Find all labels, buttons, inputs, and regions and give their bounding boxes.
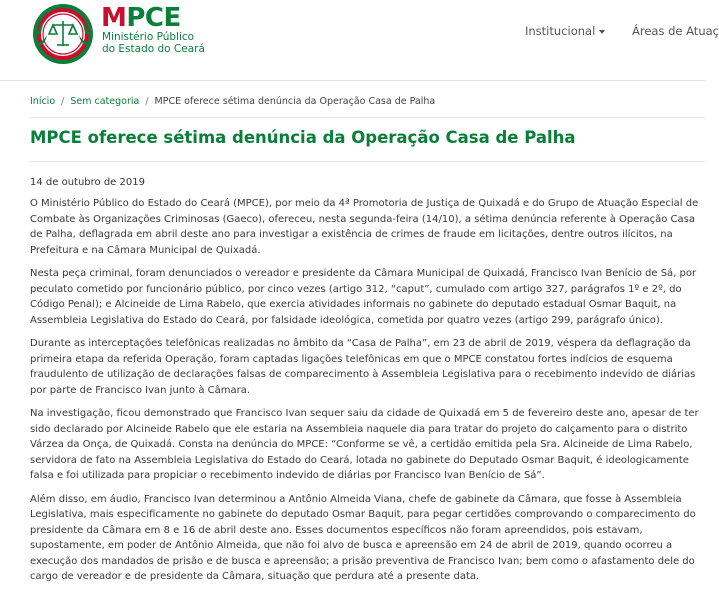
- nav-institucional-label: Institucional: [525, 24, 596, 38]
- nav-areas-de-atuacao[interactable]: Áreas de Atuaç: [632, 24, 719, 38]
- divider: [30, 161, 705, 162]
- article-paragraph: Na investigação, ficou demonstrado que Francisco Ivan sequer saiu da cidade de Quixadá em 5 de fevereiro deste ano, apesar de ter sido declarado por Alcineide Rabelo que ele estaria na Assembleia naquele dia para tratar do projeto do calçamento para o distrito Várzea da Onça, de Quixadá. Consta na denúncia do MPCE: “Conforme se vê, a certidão emitida pela Sra. Alcineide de Lima Rabelo, servidora de fato na Assembleia Legislativa do Estado do Ceará, lotada no gabinete do Deputado Osmar Baquit, é ideologicamente falsa e foi utilizada para propiciar o recebimento indevido de diárias por Francisco Ivan Benício de Sá”.: [30, 408, 699, 481]
- breadcrumb-separator: /: [61, 96, 65, 107]
- article-paragraph: O Ministério Público do Estado do Ceará (MPCE), por meio da 4ª Promotoria de Justiça de Quixadá e do Grupo de Atuação Especial de Combate às Organizações Criminosas (Gaeco), ofereceu, nesta segunda-feira (14/10), a sétima denúncia referente à Operação Casa de Palha, deflagrada em abril deste ano para investigar a existência de crimes de fraude em licitações, dentre outros ilícitos, na Prefeitura e na Câmara Municipal de Quixadá.: [30, 198, 699, 256]
- article-body: [30, 196, 703, 593]
- mpce-logo-icon[interactable]: [32, 3, 94, 65]
- page-title: MPCE oferece sétima denúncia da Operação Casa de Palha: [30, 128, 576, 147]
- site-header: [0, 0, 719, 81]
- breadcrumb-home-link[interactable]: Início: [30, 96, 56, 107]
- article-paragraph: Além disso, em áudio, Francisco Ivan determinou a Antônio Almeida Viana, chefe de gabinete da Câmara, que fosse à Assembleia Legislativa, mais especificamente no gabinete do deputado Osmar Baquit, para pegar certidões comprovando o comparecimento do presidente da Câmara em 8 e 16 de abril deste ano. Esses documentos específicos não foram apreendidos, pois estavam, supostamente, em poder de Antônio Almeida, que não foi alvo de busca e apreensão em 24 de abril de 2019, quando ocorreu a execução dos mandados de prisão e de busca e apreensão; a prisão preventiva de Francisco Ivan; bem como o afastamento dele do cargo de vereador e de presidente da Câmara, situação que perdura até a presente data.: [30, 493, 696, 582]
- divider: [30, 117, 705, 118]
- breadcrumb: [30, 96, 435, 107]
- article-date: 14 de outubro de 2019: [30, 177, 145, 188]
- article-paragraph: Durante as interceptações telefônicas realizadas no âmbito da “Casa de Palha”, em 23 de abril de 2019, véspera da deflagração da primeira etapa da referida Operação, foram captadas ligações telefônicas em que o MPCE constatou fortes indícios de esquema fraudulento de utilização de declarações falsas de comparecimento à Assembleia Legislativa para o recebimento indevido de diárias por parte de Francisco Ivan junto à Câmara.: [30, 338, 696, 396]
- breadcrumb-current: MPCE oferece sétima denúncia da Operação Casa de Palha: [154, 96, 436, 107]
- article-paragraph: Nesta peça criminal, foram denunciados o vereador e presidente da Câmara Municipal de Quixadá, Francisco Ivan Benício de Sá, por peculato cometido por funcionário público, por cinco vezes (artigo 312, “caput”, cumulado com artigo 327, parágrafos 1º e 2º, do Código Penal); e Alcineide de Lima Rabelo, que exercia atividades informais no gabinete do deputado estadual Osmar Baquit, na Assembleia Legislativa do Estado do Ceará, por falsidade ideológica, cometida por quatro vezes (artigo 299, parágrafo único).: [30, 268, 697, 326]
- chevron-down-icon: [599, 30, 605, 34]
- logo-subtitle-line2: do Estado do Ceará: [102, 43, 205, 55]
- logo-subtitle-line1: Ministério Público: [102, 31, 195, 43]
- nav-institucional[interactable]: [525, 24, 605, 38]
- breadcrumb-category-link[interactable]: Sem categoria: [70, 96, 140, 107]
- logo-title[interactable]: MPCE: [101, 3, 181, 33]
- breadcrumb-separator: /: [145, 96, 149, 107]
